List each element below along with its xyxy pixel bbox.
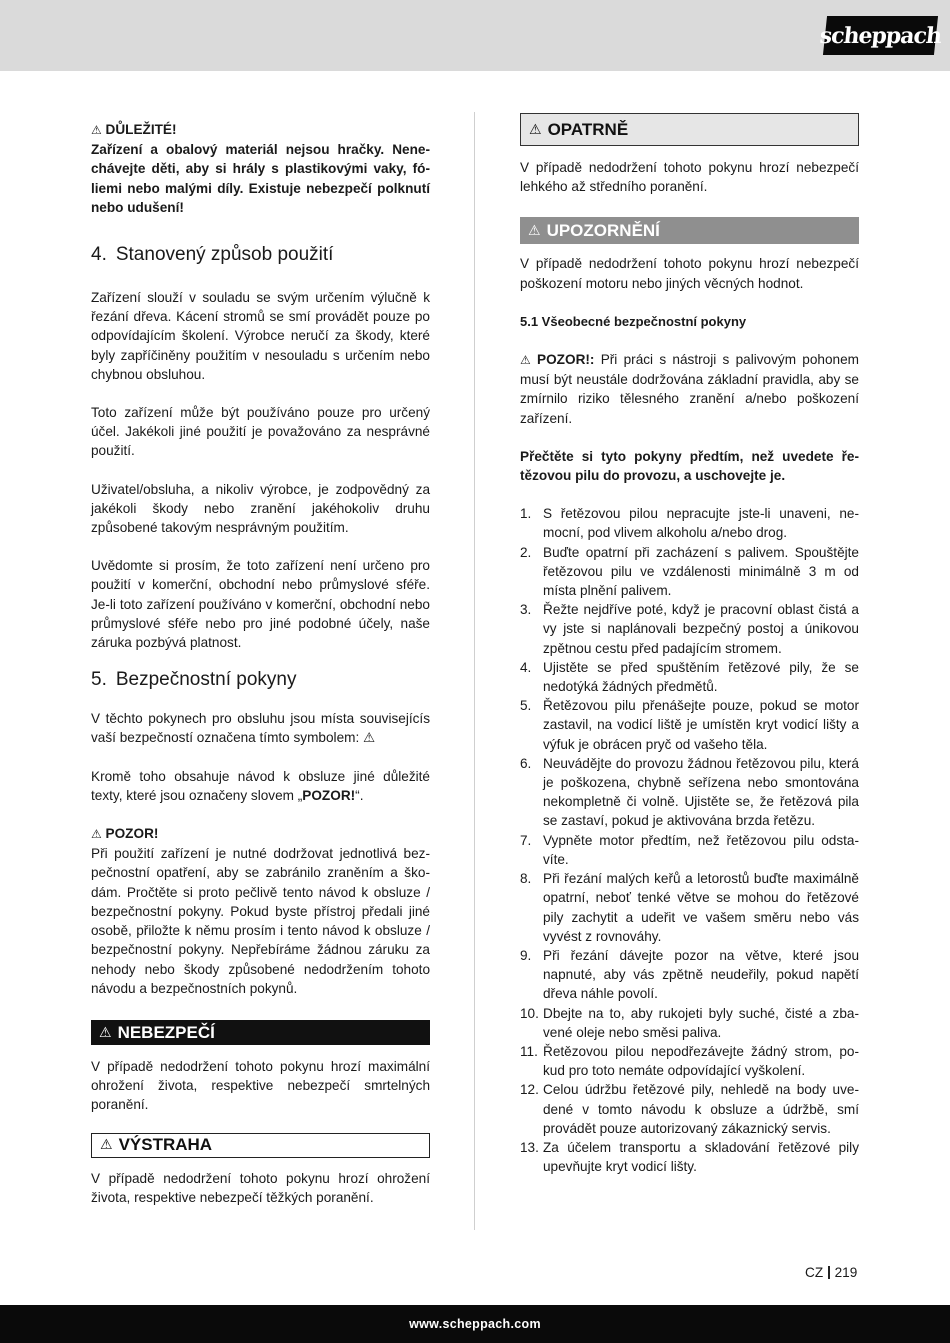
list-item-text: Vypněte motor předtím, než řetězovou pilu odstavíte. bbox=[543, 832, 859, 867]
list-item-text: Při řezání dávejte pozor na větve, které jsou napnuté, aby vás zpětně neudeřily, pokud napětí dřeva náhle povolí. bbox=[543, 947, 859, 1002]
section-4-paragraph-1: Zařízení slouží v souladu se svým určením výlučně k řezání dřeva. Kácení stromů se smí provádět pouze po odpovídajícím školení. Výrobce neručí za škody, které byly zapříčiněny použitím v nesouladu s určením nebo chybnou obsluhou. bbox=[91, 290, 430, 382]
warning-triangle-icon: ⚠ bbox=[528, 222, 541, 239]
danger-label: NEBEZPEČÍ bbox=[117, 1022, 215, 1042]
left-column bbox=[91, 120, 430, 1207]
list-item-number: 5. bbox=[520, 698, 532, 714]
section-4-title: Stanovený způsob použití bbox=[115, 244, 334, 266]
right-column bbox=[520, 113, 859, 1176]
page-number-separator bbox=[828, 1266, 830, 1279]
list-item-number: 11. bbox=[520, 1043, 538, 1059]
list-item-number: 12. bbox=[520, 1082, 539, 1098]
pozor-paragraph-text: Při práci s nástroji s palivovým pohonem musí být neustále dodržována základní pravidla, aby se zmírnilo riziko tělesného zranění a/nebo poškození zařízení. bbox=[520, 352, 859, 426]
list-item-text: Neuvádějte do provozu žádnou řetězovou pilu, která je poškozena, chybně seřízena nebo smontována nekompletně či volně. Ujistěte se, že řetězová pila se zastaví, pokud je aktivována brzda řetězu. bbox=[543, 755, 859, 829]
section-5-paragraph-1: V těchto pokynech pro obsluhu jsou místa souvisejícís vaší bezpečností označena tímto symbolem: ⚠ bbox=[91, 711, 430, 746]
caution-text: V případě nedodržení tohoto pokynu hrozí nebezpečí lehkého až středního poranění. bbox=[520, 160, 859, 195]
page-number bbox=[805, 1265, 857, 1280]
section-4-heading bbox=[91, 243, 430, 267]
list-item-text: Řetězovou pilou nepodřezávejte žádný strom, pokud pro toto nemáte odpovídající vyškolení. bbox=[543, 1043, 859, 1079]
important-heading bbox=[91, 120, 430, 140]
list-item-number: 10. bbox=[520, 1005, 539, 1021]
warning-triangle-icon: ⚠ bbox=[91, 827, 102, 842]
pozor-keyword: POZOR! bbox=[302, 787, 356, 803]
list-item bbox=[520, 754, 859, 831]
list-item-text: Při řezání malých keřů a letorostů buďte maximálně opatrní, neboť tenké větve se mohou do řetězové pily zachytit a udeřit ve vašem směru nebo vás vyvést z rovnováhy. bbox=[543, 871, 859, 944]
list-item-number: 2. bbox=[520, 544, 532, 560]
page-number-value: 219 bbox=[834, 1265, 858, 1280]
warning-triangle-icon: ⚠ bbox=[520, 353, 531, 368]
footer-url[interactable]: www.scheppach.com bbox=[409, 1317, 541, 1331]
list-item-text: S řetězovou pilou nepracujte jste-li unaveni, nemocní, pod vlivem alkoholu a/nebo drog. bbox=[543, 506, 859, 541]
notice-label-box bbox=[520, 217, 859, 244]
list-item-number: 7. bbox=[520, 832, 532, 848]
list-item bbox=[520, 504, 859, 542]
section-4-paragraph-2: Toto zařízení může být používáno pouze pro určený účel. Jakékoli jiné použití je považováno za nesprávné použití. bbox=[91, 405, 430, 459]
list-item-number: 6. bbox=[520, 755, 532, 771]
pozor-text: Při použití zařízení je nutné dodržovat jednotlivá bezpečnostní opatření, aby se zabránilo zraněním a škodám. Pročtěte si proto pečlivě tento návod k obsluze / bezpečnostní pokyny. Pokud byste přístroj předali jiné osobě, přiložte k němu prosím i tento návod k obsluze / bezpečnostní pokyny. Nepřebíráme žádnou záruku za nehody nebo škody způsobené nedodržením tohoto návodu a bezpečnostních pokynů. bbox=[91, 846, 430, 996]
list-item-text: Dbejte na to, aby rukojeti byly suché, čisté a zbavené oleje nebo směsi paliva. bbox=[543, 1005, 859, 1040]
list-item bbox=[520, 831, 859, 869]
list-item-text: Za účelem transportu a skladování řetězové pily upevňujte kryt vodicí lišty. bbox=[543, 1139, 859, 1175]
list-item bbox=[520, 696, 859, 754]
list-item bbox=[520, 1042, 859, 1080]
section-5-paragraph-2-text: Kromě toho obsahuje návod k obsluze jiné důležité texty, které jsou označeny slovem „ bbox=[91, 768, 430, 803]
brand-logo: scheppach bbox=[823, 16, 938, 55]
section-5-heading bbox=[91, 668, 430, 692]
important-title: DŮLEŽITÉ! bbox=[105, 122, 177, 137]
list-item-number: 1. bbox=[520, 506, 532, 522]
caution-label: OPATRNĚ bbox=[547, 119, 629, 139]
pozor-title: POZOR! bbox=[105, 826, 159, 842]
column-divider bbox=[474, 112, 475, 1230]
warning-triangle-icon: ⚠ bbox=[99, 1023, 112, 1040]
list-item-number: 3. bbox=[520, 602, 532, 618]
notice-text: V případě nedodržení tohoto pokynu hrozí nebezpečí poškození motoru nebo jiných věcných hodnot. bbox=[520, 256, 859, 291]
list-item bbox=[520, 946, 859, 1004]
list-item-number: 9. bbox=[520, 947, 532, 963]
warning-triangle-icon: ⚠ bbox=[91, 123, 102, 137]
caution-label-box bbox=[520, 113, 859, 146]
section-5-1-title: 5.1 Všeobecné bezpečnostní pokyny bbox=[520, 313, 747, 329]
danger-label-box bbox=[91, 1020, 430, 1045]
footer-bar bbox=[0, 1305, 950, 1343]
list-item-text: Ujistěte se před spuštěním řetězové pily, že se nedotýká žádných předmětů. bbox=[543, 659, 859, 695]
list-item-number: 4. bbox=[520, 659, 532, 675]
danger-text: V případě nedodržení tohoto pokynu hrozí maximální ohrožení života, respektive nebezpečí smrtelných poranění. bbox=[91, 1058, 430, 1113]
list-item bbox=[520, 1080, 859, 1138]
warning-triangle-icon: ⚠ bbox=[100, 1136, 113, 1153]
list-item-text: Celou údržbu řetězové pily, nehledě na body uvedené v tomto návodu k obsluze a údržbě, smí provádět pouze autorizovaný zákaznický servis. bbox=[543, 1082, 859, 1136]
list-item-number: 8. bbox=[520, 871, 532, 887]
section-5-number: 5. bbox=[91, 669, 107, 691]
list-item bbox=[520, 1138, 859, 1176]
list-item bbox=[520, 658, 859, 696]
warning-triangle-icon: ⚠ bbox=[529, 120, 542, 137]
safety-rules-list bbox=[520, 504, 859, 1176]
header-bar bbox=[0, 0, 950, 71]
read-instructions-text: Přečtěte si tyto pokyny předtím, než uvedete řetězovou pilu do provozu, a uschovejte je. bbox=[520, 448, 859, 484]
section-5-title: Bezpečnostní pokyny bbox=[115, 669, 297, 691]
list-item bbox=[520, 600, 859, 658]
list-item bbox=[520, 543, 859, 601]
list-item-number: 13. bbox=[520, 1139, 539, 1155]
important-text: Zařízení a obalový materiál nejsou hračky. Nenechávejte děti, aby si hrály s plastikovými vaky, fóliemi nebo malými díly. Existuje nebezpečí polknutí nebo udušení! bbox=[91, 142, 430, 215]
warning-label: VÝSTRAHA bbox=[118, 1135, 213, 1155]
closing-quote: “. bbox=[355, 787, 364, 803]
notice-label: UPOZORNĚNÍ bbox=[546, 221, 660, 241]
section-5-paragraph-2 bbox=[91, 767, 430, 805]
list-item bbox=[520, 1004, 859, 1042]
list-item-text: Buďte opatrní při zacházení s palivem. Spouštějte řetězovou pilu ve vzdálenosti minimálně 3 m od místa plnění palivem. bbox=[543, 544, 859, 599]
list-item bbox=[520, 869, 859, 946]
section-4-paragraph-4: Uvědomte si prosím, že toto zařízení není určeno pro použití v komerční, obchodní nebo průmyslové sféře. Je-li toto zařízení používáno v komerční, obchodní nebo průmyslové sféře nebo pro jiné podobné účely, naše záruka pozbývá platnost. bbox=[91, 558, 430, 651]
page-language: CZ bbox=[805, 1265, 824, 1280]
pozor-label: POZOR!: bbox=[537, 352, 595, 368]
warning-label-box bbox=[91, 1133, 430, 1158]
list-item-text: Řežte nejdříve poté, když je pracovní oblast čistá a vy jste si naplánovali bezpečný postoj a únikovou zpětnou cestu před padajícím stromem. bbox=[543, 602, 859, 656]
list-item-text: Řetězovou pilu přenášejte pouze, pokud se motor zastavil, na vodicí liště je umístěn kryt vodicí lišty a výfuk je obrácen pryč od vašeho těla. bbox=[543, 698, 859, 752]
section-4-number: 4. bbox=[91, 244, 107, 266]
warning-text: V případě nedodržení tohoto pokynu hrozí ohrožení života, respektive nebezpečí těžkých poranění. bbox=[91, 1170, 430, 1205]
pozor-paragraph bbox=[520, 350, 859, 428]
section-4-paragraph-3: Uživatel/obsluha, a nikoliv výrobce, je zodpovědný za jakékoli škody nebo zranění jakéhokoliv druhu způsobené takovým nesprávným použitím. bbox=[91, 481, 430, 536]
pozor-heading bbox=[91, 824, 430, 844]
